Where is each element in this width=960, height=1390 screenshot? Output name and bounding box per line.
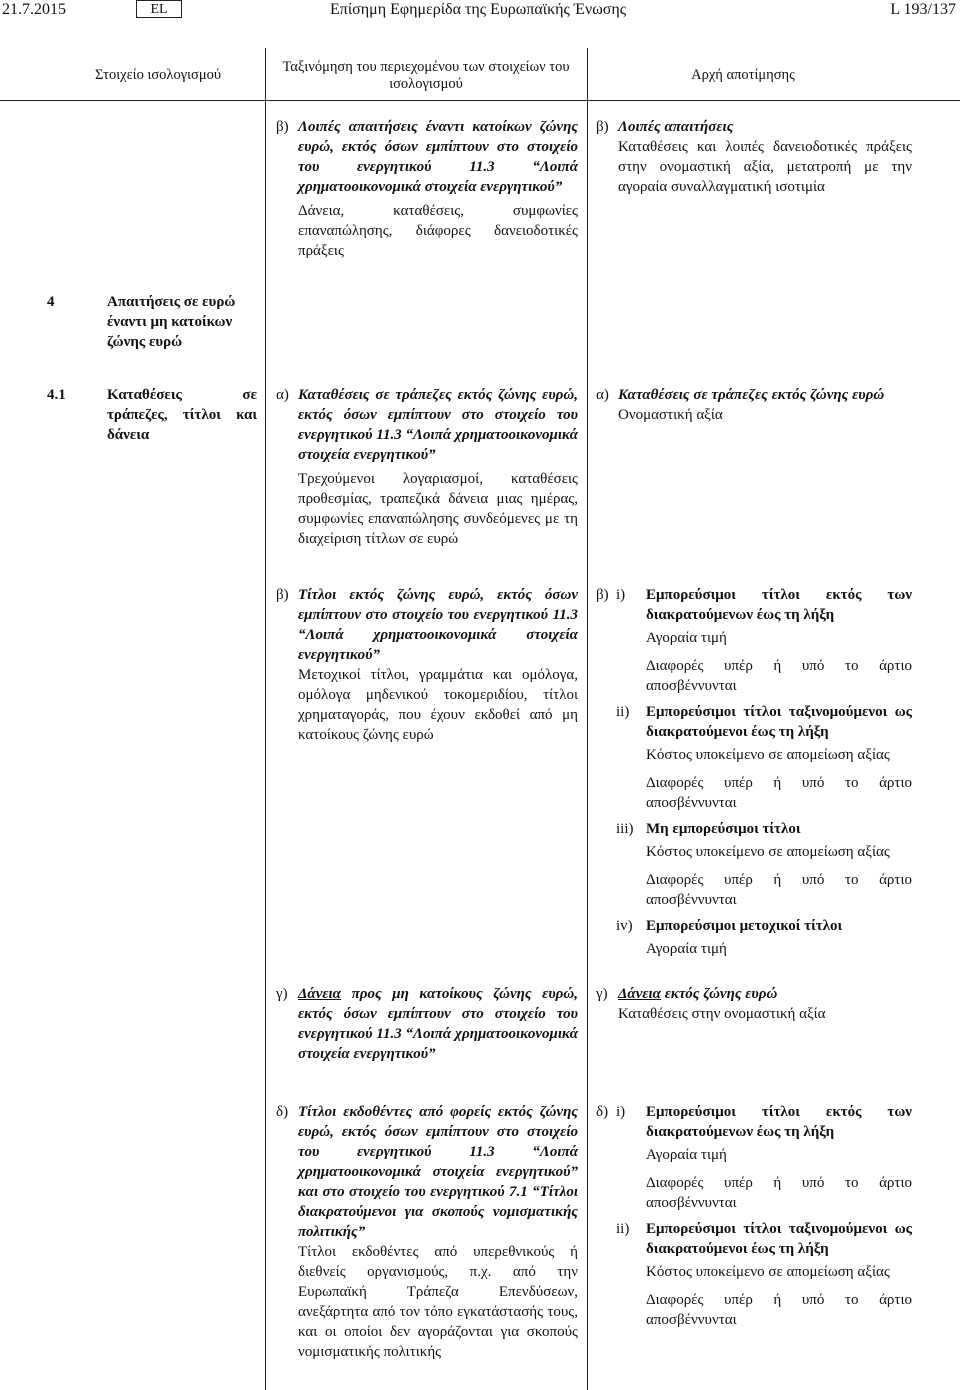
column-header-valuation: Αρχή αποτίμησης bbox=[691, 67, 795, 83]
column-rule-left bbox=[265, 48, 266, 1390]
row-4-1-b-classification: β) Τίτλοι εκτός ζώνης ευρώ, εκτός όσων εμπίπτουν στο στοιχείο του ενεργητικού 11.3 “Λοιπά χρηματοοικονομικά στοιχεία ενεργητικού” Μετοχικοί τίτλοι, γραμμάτια και ομόλογα, ομόλογα μηδενικού τοκομεριδίου, τίτλοι χρηματαγοράς, που έχουν εκδοθεί από μη κατοίκους ζώνης ευρώ bbox=[276, 587, 578, 743]
row-4-1-g-classification: γ) Δάνεια προς μη κατοίκους ζώνης ευρώ, εκτός όσων εμπίπτουν στο στοιχείο του ενεργητικού 11.3 “Λοιπά χρηματοοικονομικά στοιχεία ενεργητικού” bbox=[276, 986, 578, 1062]
row-4-1-d-valuation: δ) i) Εμπορεύσιμοι τίτλοι εκτός των διακρατούμενων έως τη λήξη Αγοραία τιμή Διαφορές υπέρ ή υπό το άρτιο αποσβέννυνται ii) Εμπορεύσιμοι τίτλοι ταξινομούμενοι ως διακρατούμενοι έως τη λήξη Κόστος υποκείμενο σε απομείωση αξίας Διαφορές υπέρ ή υπό το άρτιο αποσβέννυνται bbox=[596, 1104, 912, 1328]
row-4-1-a-classification: α) Καταθέσεις σε τράπεζες εκτός ζώνης ευρώ, εκτός όσων εμπίπτουν στο στοιχείο του ενεργητικού 11.3 “Λοιπά χρηματοοικονομικά στοιχεία ενεργητικού” Τρεχούμενοι λογαριασμοί, καταθέσεις προθεσμίας, τραπεζικά δάνεια μιας ημέρας, συμφωνίες επαναπώλησης συνδεόμενες με τη διαχείριση τίτλων σε ευρώ bbox=[276, 387, 578, 547]
column-header-item: Στοιχείο ισολογισμού bbox=[95, 67, 222, 83]
row-4-1-g-valuation: γ) Δάνεια εκτός ζώνης ευρώ Καταθέσεις στην ονομαστική αξία bbox=[596, 986, 826, 1022]
column-header-classification: Ταξινόμηση του περιεχομένου των στοιχείων του ισολογισμού bbox=[282, 59, 570, 92]
column-rule-right bbox=[587, 48, 588, 1390]
header-rule bbox=[0, 100, 960, 101]
page-number: L 193/137 bbox=[890, 1, 956, 18]
journal-title: Επίσημη Εφημερίδα της Ευρωπαϊκής Ένωσης bbox=[330, 1, 627, 18]
subitem-d-i: i) Εμπορεύσιμοι τίτλοι εκτός των διακρατούμενων έως τη λήξη Αγοραία τιμή Διαφορές υπέρ ή υπό το άρτιο αποσβέννυνται bbox=[616, 1104, 912, 1211]
row-4-1-a-valuation: α) Καταθέσεις σε τράπεζες εκτός ζώνης ευρώ Ονομαστική αξία bbox=[596, 387, 885, 423]
language-badge: EL bbox=[136, 0, 182, 18]
subitem-b-i: i) Εμπορεύσιμοι τίτλοι εκτός των διακρατούμενων έως τη λήξη Αγοραία τιμή Διαφορές υπέρ ή υπό το άρτιο αποσβέννυνται bbox=[616, 587, 912, 694]
subitem-d-ii: ii) Εμπορεύσιμοι τίτλοι ταξινομούμενοι ως διακρατούμενοι έως τη λήξη Κόστος υποκείμενο σε απομείωση αξίας Διαφορές υπέρ ή υπό το άρτιο αποσβέννυνται bbox=[616, 1221, 912, 1328]
subitem-b-iv: iv) Εμπορεύσιμοι μετοχικοί τίτλοι Αγοραία τιμή bbox=[616, 918, 843, 957]
subitem-b-iii: iii) Μη εμπορεύσιμοι τίτλοι Κόστος υποκείμενο σε απομείωση αξίας Διαφορές υπέρ ή υπό το άρτιο αποσβέννυνται bbox=[616, 821, 912, 908]
subitem-b-ii: ii) Εμπορεύσιμοι τίτλοι ταξινομούμενοι ως διακρατούμενοι έως τη λήξη Κόστος υποκείμενο σε απομείωση αξίας Διαφορές υπέρ ή υπό το άρτιο αποσβέννυνται bbox=[616, 704, 912, 811]
row-b-valuation: β) Λοιπές απαιτήσεις Καταθέσεις και λοιπές δανειοδοτικές πράξεις στην ονομαστική αξία, μετατροπή με την αγοραία συναλλαγματική ισοτιμία bbox=[596, 119, 912, 195]
header-date: 21.7.2015 bbox=[2, 1, 66, 18]
row-4-1-d-classification: δ) Τίτλοι εκδοθέντες από φορείς εκτός ζώνης ευρώ, εκτός όσων εμπίπτουν στο στοιχείο του ενεργητικού 11.3 “Λοιπά χρηματοοικονομικά στοιχεία ενεργητικού” και στο στοιχείο του ενεργητικού 7.1 “Τίτλοι διακρατούμενοι για σκοπούς νομισματικής πολιτικής” Τίτλοι εκδοθέντες από υπερεθνικούς ή διεθνείς οργανισμούς, π.χ. από την Ευρωπαϊκή Τράπεζα Επενδύσεων, ανεξάρτητα από τον τόπο εγκατάστασής τους, και οι οποίοι δεν αγοράζονται για σκοπούς νομισματικής πολιτικής bbox=[276, 1104, 578, 1360]
row-4-1-item: 4.1 Καταθέσεις σε τράπεζες, τίτλοι και δάνεια bbox=[47, 387, 257, 443]
row-b-classification: β) Λοιπές απαιτήσεις έναντι κατοίκων ζώνης ευρώ, εκτός όσων εμπίπτουν στο στοιχείο του ενεργητικού 11.3 “Λοιπά χρηματοοικονομικά στοιχεία ενεργητικού” Δάνεια, καταθέσεις, συμφωνίες επαναπώλησης, διάφορες δανειοδοτικές πράξεις bbox=[276, 119, 578, 259]
row-4-1-b-valuation: β) i) Εμπορεύσιμοι τίτλοι εκτός των διακρατούμενων έως τη λήξη Αγοραία τιμή Διαφορές υπέρ ή υπό το άρτιο αποσβέννυνται ii) Εμπορεύσιμοι τίτλοι ταξινομούμενοι ως διακρατούμενοι έως τη λήξη Κόστος υποκείμενο σε απομείωση αξίας Διαφορές υπέρ ή υπό το άρτιο αποσβέννυνται iii) Μη εμπορεύσιμοι τίτλοι Κόστος υποκείμενο σε απομείωση αξίας Διαφορές υπέρ ή υπό το άρτιο αποσβέννυνται iv) Εμπορεύσιμοι μετοχικοί τίτλοι Αγοραία τιμή bbox=[596, 587, 912, 957]
row-4-item: 4 Απαιτήσεις σε ευρώ έναντι μη κατοίκων ζώνης ευρώ bbox=[47, 294, 236, 350]
